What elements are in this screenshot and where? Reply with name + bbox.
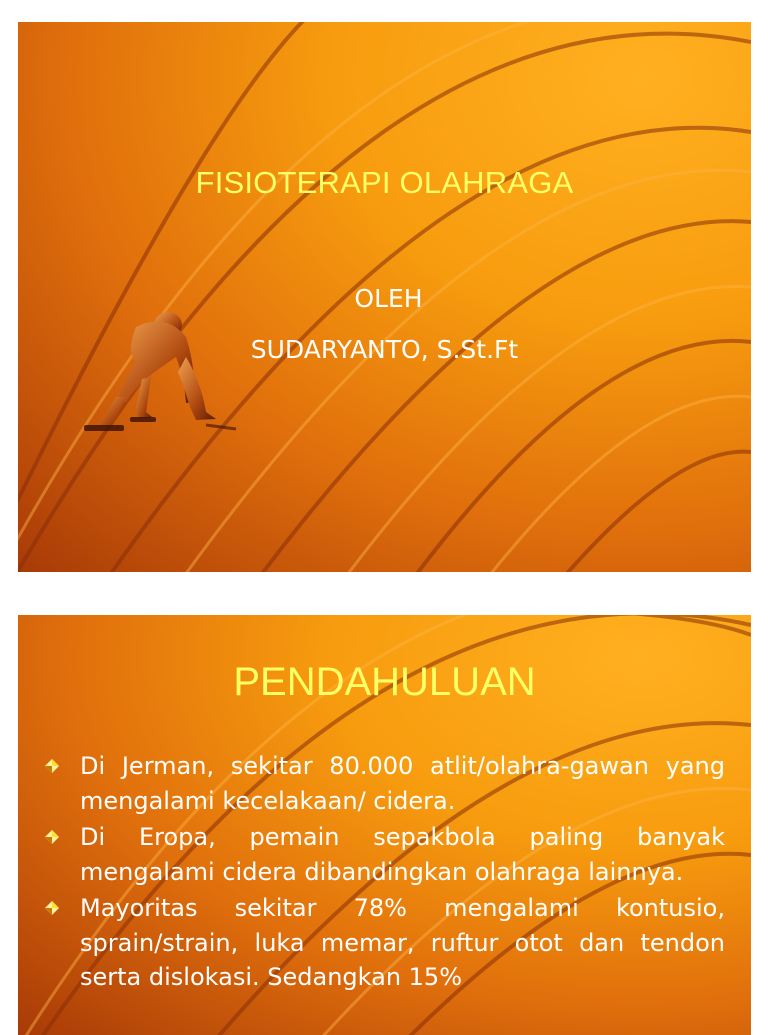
list-item (80, 749, 725, 818)
list-item (80, 891, 725, 995)
byline-label: OLEH (354, 284, 423, 313)
slide-heading: PENDAHULUAN (233, 660, 536, 704)
bullet-list (80, 749, 725, 997)
bullet-text: Di Eropa, pemain sepakbola paling banyak mengalami cidera dibandingkan olahraga lainnya. (80, 823, 725, 886)
author-name: SUDARYANTO, S.St.Ft (250, 335, 519, 364)
bullet-text: Di Jerman, sekitar 80.000 atlit/olahra-gawan yang mengalami kecelakaan/ cidera. (80, 752, 725, 815)
title-slide (18, 22, 751, 572)
content-slide (18, 615, 751, 1035)
diamond-bullet-icon (44, 758, 60, 774)
list-item (80, 820, 725, 889)
diamond-bullet-icon (44, 829, 60, 845)
bullet-text: Mayoritas sekitar 78% mengalami kontusio, sprain/strain, luka memar, ruftur otot dan tendon serta dislokasi. Sedangkan 15% (80, 894, 725, 991)
sprinter-starting-block-icon (56, 307, 246, 437)
presentation-title: FISIOTERAPI OLAHRAGA (195, 165, 574, 200)
diamond-bullet-icon (44, 900, 60, 916)
